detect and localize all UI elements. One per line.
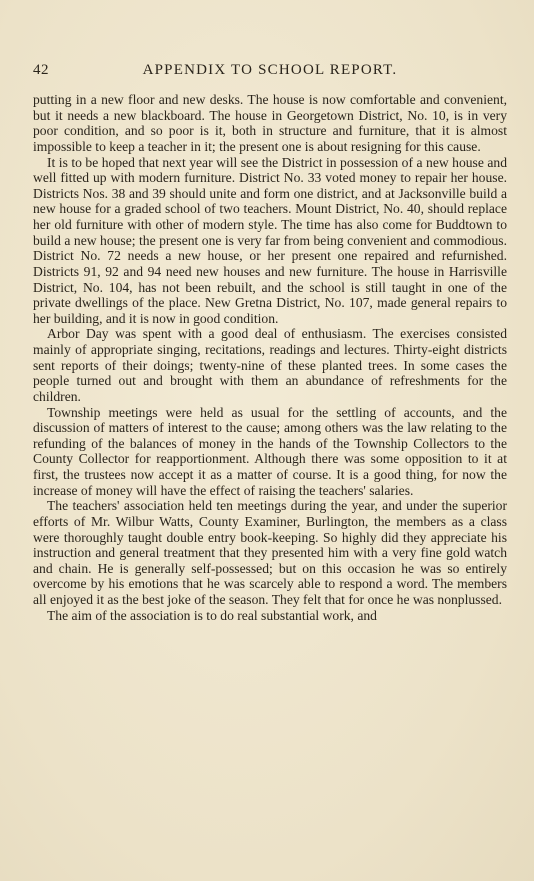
paragraph-continued: putting in a new floor and new desks. The house is now comfortable and convenient, but it needs a new blackboard. The house in Georgetown District, No. 10, is in very poor condition, and so poor is it, both in structure and furniture, that it is almost impossible to keep a teacher in it; the present one is about resigning for this cause. xyxy=(33,92,507,154)
body-text xyxy=(33,92,507,623)
paragraph-township-meetings: Township meetings were held as usual for the settling of accounts, and the discussion of matters of interest to the cause; among others was the law relating to the refunding of the balances of money in the hands of the Township Collectors to the County Collector for reapportionment. Although there was some opposition to it at first, the trustees now accept it as a matter of course. It is a good thing, for now the increase of money will have the effect of raising the teachers' salaries. xyxy=(33,404,507,498)
page-number: 42 xyxy=(33,62,49,78)
paragraph-teachers-association: The teachers' association held ten meetings during the year, and under the superior efforts of Mr. Wilbur Watts, County Examiner, Burlington, the members as a class were thoroughly taught double entry book-keeping. So highly did they appreciate his instruction and general treatment that they presented him with a very fine gold watch and chain. He is generally self-possessed; but on this occasion he was so entirely overcome by his emotions that he was scarcely able to respond a word. The members all enjoyed it as the best joke of the season. They felt that for once he was nonplussed. xyxy=(33,498,507,607)
running-title: APPENDIX TO SCHOOL REPORT. xyxy=(142,62,398,78)
paragraph-arbor-day: Arbor Day was spent with a good deal of enthusiasm. The exercises consisted mainly of appropriate singing, recitations, readings and lectures. Thirty-eight districts sent reports of their doings; twenty-nine of these planted trees. In some cases the people turned out and brought with them an abundance of refreshments for the children. xyxy=(33,326,507,404)
running-head xyxy=(33,62,507,82)
paragraph-association-aim: The aim of the association is to do real substantial work, and xyxy=(47,607,377,623)
paragraph-districts: It is to be hoped that next year will see the District in possession of a new house and well fitted up with modern furniture. District No. 33 voted money to repair her house. Districts Nos. 38 and 39 should unite and form one district, and at Jacksonville build a new house for a graded school of two teachers. Mount District, No. 40, should replace her old furniture with other of modern style. The time has also come for Buddtown to build a new house; the present one is very far from being convenient and commodious. District No. 72 needs a new house, or her present one repaired and refurnished. Districts 91, 92 and 94 need new houses and new furniture. The house in Harrisville District, No. 104, has not been rebuilt, and the school is still taught in one of the private dwellings of the place. New Gretna District, No. 107, made general repairs to her building, and it is now in good condition. xyxy=(33,154,507,326)
